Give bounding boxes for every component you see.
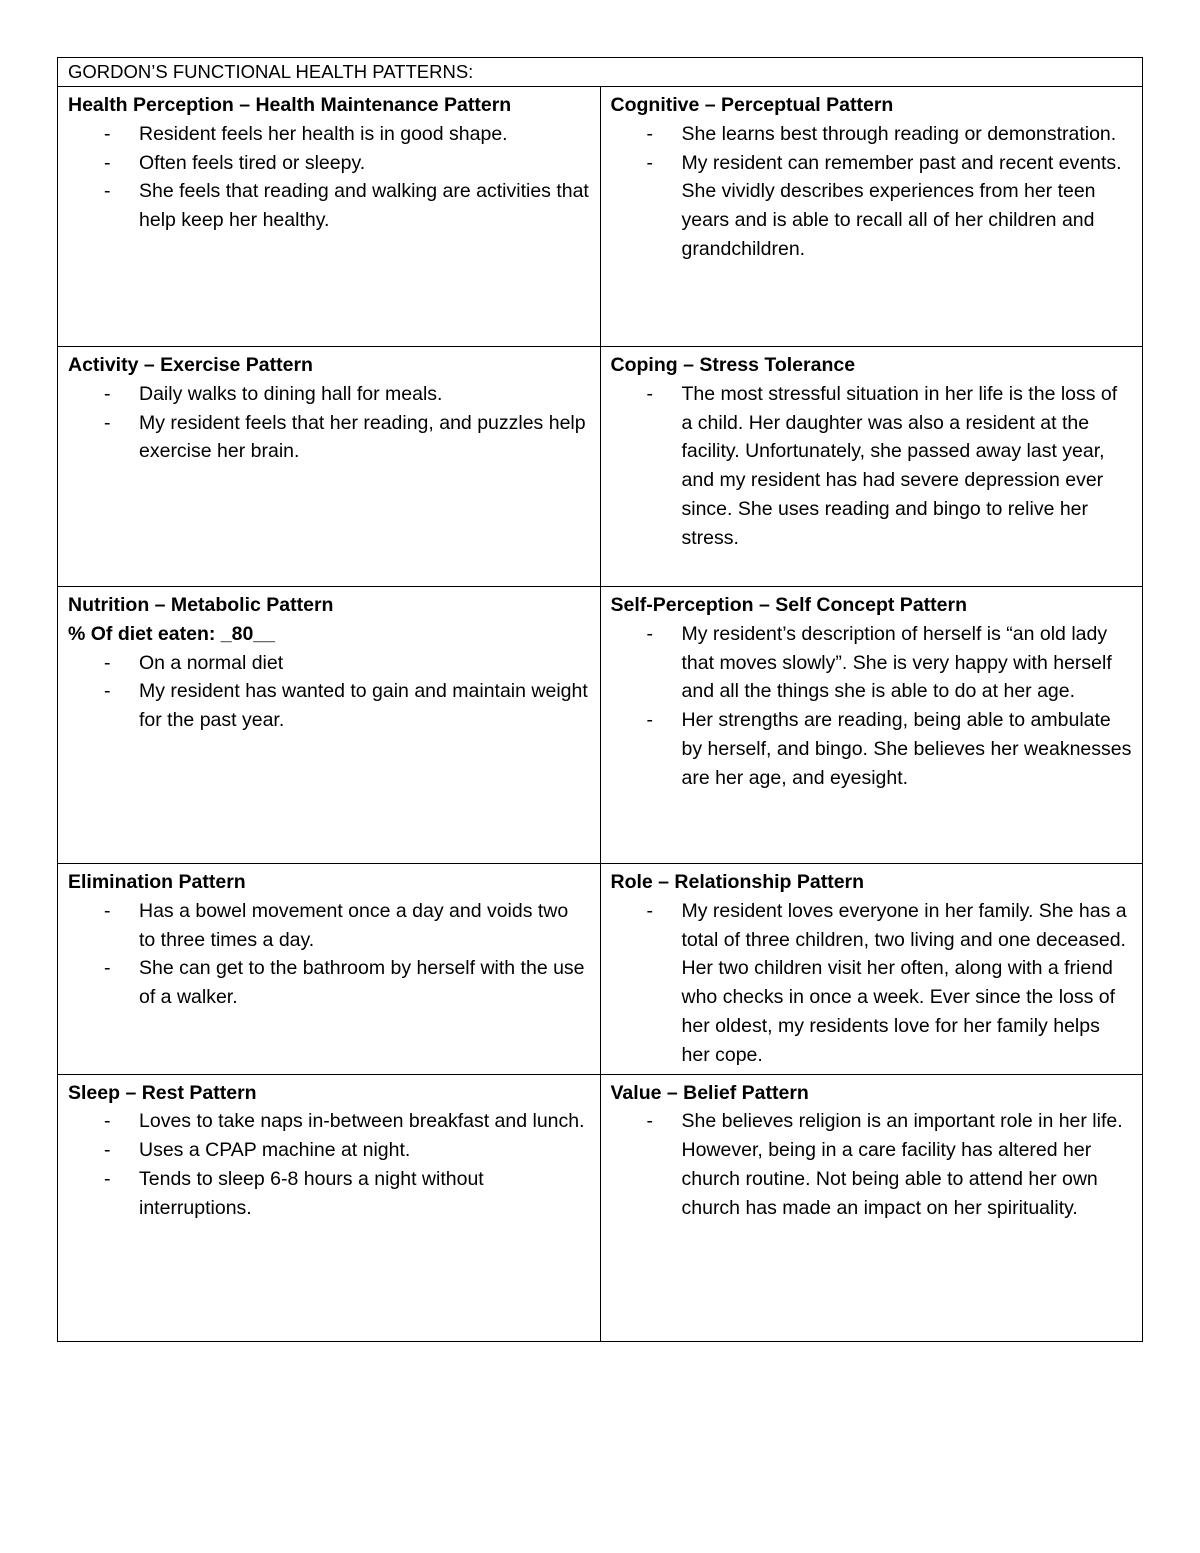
list-item [68, 120, 590, 149]
dash-bullet-icon: - [646, 122, 653, 145]
dash-bullet-icon: - [646, 151, 653, 174]
dash-bullet-icon: - [104, 1167, 111, 1190]
pattern-row [58, 347, 1143, 587]
pattern-cell [58, 1074, 601, 1341]
pattern-cell [58, 347, 601, 587]
list-item [68, 149, 590, 178]
bullet-text: Daily walks to dining hall for meals. [139, 382, 443, 405]
list-item [68, 677, 590, 735]
dash-bullet-icon: - [104, 382, 111, 405]
bullet-text: My resident has wanted to gain and maintain weight for the past year. [139, 680, 588, 732]
bullet-text: My resident feels that her reading, and puzzles help exercise her brain. [139, 411, 586, 463]
dash-bullet-icon: - [104, 899, 111, 922]
bullet-text: Her strengths are reading, being able to ambulate by herself, and bingo. She believes her weaknesses are her age, and eyesight. [681, 709, 1132, 789]
bullet-text: The most stressful situation in her life is the loss of a child. Her daughter was also a resident at the facility. Unfortunately, she passed away last year, and my resident has had severe depression ever since. She uses reading and bingo to relive her stress. [681, 382, 1118, 549]
pattern-cell [58, 587, 601, 864]
list-item [611, 620, 1133, 706]
bullet-text: She feels that reading and walking are activities that help keep her healthy. [139, 180, 589, 232]
bullet-list [68, 1107, 590, 1222]
list-item [68, 954, 590, 1012]
dash-bullet-icon: - [646, 899, 653, 922]
bullet-list [611, 380, 1133, 553]
dash-bullet-icon: - [104, 1110, 111, 1133]
list-item [68, 897, 590, 955]
title-cell [58, 58, 1143, 87]
dash-bullet-icon: - [104, 651, 111, 674]
pattern-heading: Health Perception – Health Maintenance Pattern [68, 94, 512, 116]
document-title: GORDON’S FUNCTIONAL HEALTH PATTERNS: [68, 61, 474, 82]
pattern-heading: Value – Belief Pattern [610, 1081, 809, 1104]
list-item [611, 1107, 1133, 1222]
pattern-heading: Nutrition – Metabolic Pattern [68, 594, 334, 616]
bullet-text: On a normal diet [139, 651, 284, 674]
pattern-heading: Cognitive – Perceptual Pattern [610, 94, 894, 116]
bullet-text: She learns best through reading or demonstration. [681, 122, 1117, 145]
health-patterns-table [57, 57, 1143, 1342]
pattern-cell [600, 864, 1143, 1075]
dash-bullet-icon: - [646, 622, 653, 645]
bullet-text: My resident’s description of herself is “an old lady that moves slowly”. She is very happy with herself and all the things she is able to do at her age. [681, 622, 1112, 703]
pattern-heading: Coping – Stress Tolerance [610, 354, 856, 376]
pattern-cell [600, 347, 1143, 587]
list-item [68, 649, 590, 678]
bullet-text: Often feels tired or sleepy. [139, 151, 366, 174]
dash-bullet-icon: - [104, 411, 111, 434]
pattern-heading: Sleep – Rest Pattern [68, 1081, 257, 1104]
bullet-list [68, 649, 590, 735]
pattern-cell [58, 87, 601, 347]
pattern-heading: Activity – Exercise Pattern [68, 354, 313, 376]
list-item [611, 897, 1133, 1070]
bullet-list [68, 380, 590, 466]
bullet-text: Loves to take naps in-between breakfast and lunch. [139, 1110, 585, 1133]
pattern-cell [600, 87, 1143, 347]
list-item [68, 177, 590, 235]
bullet-list [68, 120, 590, 235]
bullet-list [611, 120, 1133, 264]
list-item [68, 1136, 590, 1165]
dash-bullet-icon: - [104, 1139, 111, 1162]
pattern-row [58, 87, 1143, 347]
bullet-text: Resident feels her health is in good shape. [139, 122, 508, 145]
pattern-heading: Role – Relationship Pattern [610, 871, 865, 893]
title-row [58, 58, 1143, 87]
list-item [611, 149, 1133, 264]
bullet-list [611, 1107, 1133, 1222]
pattern-cell [600, 587, 1143, 864]
dash-bullet-icon: - [104, 180, 111, 203]
bullet-list [611, 897, 1133, 1070]
bullet-text: She believes religion is an important role in her life. However, being in a care facility has altered her church routine. Not being able to attend her own church has made an impact on her spirituality. [681, 1110, 1123, 1219]
pattern-heading: Self-Perception – Self Concept Pattern [610, 594, 967, 616]
list-item [611, 706, 1133, 792]
list-item [68, 409, 590, 467]
dash-bullet-icon: - [104, 151, 111, 174]
dash-bullet-icon: - [104, 122, 111, 145]
bullet-text: My resident loves everyone in her family. She has a total of three children, two living and one deceased. Her two children visit her often, along with a friend who checks in once a week. Ever since the loss of her oldest, my residents love for her family helps her cope. [681, 899, 1127, 1066]
dash-bullet-icon: - [646, 382, 653, 405]
bullet-list [611, 620, 1133, 793]
pattern-cell [600, 1074, 1143, 1341]
dash-bullet-icon: - [104, 957, 111, 980]
pattern-heading: Elimination Pattern [68, 871, 246, 893]
pattern-cell [58, 864, 601, 1075]
list-item [68, 380, 590, 409]
bullet-text: Has a bowel movement once a day and voids two to three times a day. [139, 899, 569, 951]
dash-bullet-icon: - [646, 1110, 653, 1133]
bullet-text: My resident can remember past and recent events. She vividly describes experiences from her teen years and is able to recall all of her children and grandchildren. [681, 151, 1122, 260]
bullet-text: Uses a CPAP machine at night. [139, 1139, 411, 1162]
bullet-text: She can get to the bathroom by herself with the use of a walker. [139, 957, 585, 1009]
list-item [611, 380, 1133, 553]
pattern-row [58, 864, 1143, 1075]
pattern-row [58, 587, 1143, 864]
bullet-list [68, 897, 590, 1012]
list-item [68, 1165, 590, 1223]
list-item [611, 120, 1133, 149]
dash-bullet-icon: - [104, 680, 111, 703]
dash-bullet-icon: - [646, 709, 653, 732]
pattern-subheading: % Of diet eaten: _80__ [68, 622, 275, 645]
pattern-row [58, 1074, 1143, 1341]
list-item [68, 1107, 590, 1136]
bullet-text: Tends to sleep 6-8 hours a night without interruptions. [139, 1167, 484, 1219]
